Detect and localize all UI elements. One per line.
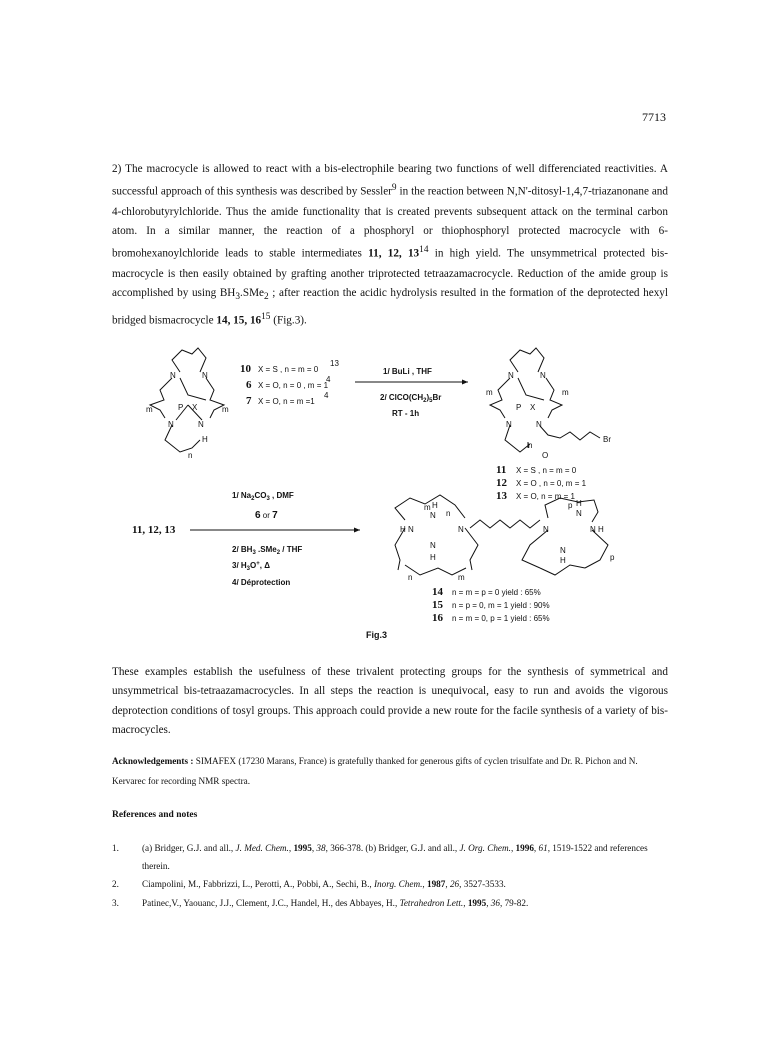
reference-number: 1.: [112, 843, 119, 853]
atom-n: N: [506, 420, 512, 429]
label-m: m: [562, 388, 569, 397]
compound-ref: 7: [272, 510, 278, 521]
ref-text: ,: [533, 843, 539, 853]
subscript: 3: [235, 292, 241, 303]
step-2-time: RT - 1h: [392, 409, 420, 418]
compound-number: 7: [246, 395, 252, 407]
condition-3: [232, 561, 270, 572]
reagent-condition: X = S , n = m = 0: [258, 365, 319, 374]
ref-text: ,: [510, 843, 516, 853]
step-2-sub: 2: [423, 398, 427, 404]
compound-number: 15: [432, 599, 443, 611]
starting-compounds: 11, 12, 13: [132, 524, 176, 536]
macrocycle-intermediate: [490, 348, 600, 452]
reference-item: [112, 895, 672, 913]
condition-2-part: 2/ BH: [232, 545, 253, 554]
atom-o: O: [542, 451, 549, 460]
ref-text: ,: [311, 843, 317, 853]
text: in the reaction between N,N'-ditosyl-1,4,7-triazanonane and 4-chlorobutyrylchloride. Thus the amide functionality that is created prevents subsequent attack on the terminal carbon atom. In a similar manner, the reaction of a phosphoryl or thiophosphoryl protected macrocycle with 6-bromohexanoylchloride leads to stable intermediates: [112, 186, 668, 261]
atom-x: X: [530, 403, 536, 412]
condition-1: [232, 491, 294, 502]
atom-n: N: [430, 511, 436, 520]
acknowledgements: [112, 752, 668, 791]
step-2: [380, 393, 441, 404]
ref-text: ,: [445, 879, 450, 889]
condition-3-part: , Δ: [259, 561, 270, 570]
step-2-part: 2/ ClCO(CH: [380, 393, 424, 402]
atom-h: H: [430, 553, 436, 562]
condition-2: [232, 545, 302, 556]
paragraph-conclusion: These examples establish the usefulness of these trivalent protecting groups for the synthesis of symmetrical and unsymmetrical bis-tetraazamacrocycles. In all steps the reaction is unequivocal, easy to run and avoids the vigorous deprotection conditions of tosyl groups. This approach could provide a new route for the facile synthesis of a variety of bis-macrocycles.: [112, 666, 668, 737]
ack-text: SIMAFEX (17230 Marans, France) is gratefully thanked for generous gifts of cyclen trisulfate and Dr. R. Pichon and N. Kervarec for recording NMR spectra.: [112, 756, 638, 786]
atom-p: P: [516, 403, 522, 412]
condition-1-part: 1/ Na: [232, 491, 252, 500]
references-list: [112, 840, 672, 913]
year: 1995: [467, 897, 487, 908]
condition-2-part: / THF: [280, 545, 303, 554]
condition-1-sub: 3: [266, 496, 270, 502]
journal: Inorg. Chem.: [373, 879, 423, 889]
arrow-head: [462, 380, 468, 385]
text: in high yield. The unsymmetrical protected bis-macrocycle is then easily obtained by grafting another triprotected tetraazamacrocycle. Reduction of the amide group is accomplished by using BH: [112, 248, 668, 299]
compound-number: 13: [496, 490, 507, 502]
label-p: p: [610, 553, 615, 562]
condition-3-part: O: [250, 561, 257, 570]
atom-n: N: [576, 509, 582, 518]
reference-item: [112, 876, 672, 894]
product-yield: n = p = 0, m = 1 yield : 90%: [452, 601, 550, 610]
citation: 13: [330, 359, 339, 368]
journal: Tetrahedron Lett.: [399, 897, 464, 908]
ref-text: ,: [288, 843, 294, 853]
or-text: or: [260, 511, 273, 520]
step-2-br: Br: [432, 393, 442, 402]
label-m: m: [222, 405, 229, 414]
year: 1987: [426, 879, 446, 889]
step-1: 1/ BuLi , THF: [383, 367, 432, 376]
reagent-condition: X = O, n = m =1: [258, 397, 315, 406]
year: 1996: [515, 843, 534, 853]
label-n: n: [188, 451, 193, 460]
label-m: m: [146, 405, 153, 414]
product-condition: X = O, n = m = 1: [516, 492, 575, 501]
step-2-sub: 5: [429, 398, 433, 404]
volume: 26: [449, 879, 460, 889]
ref-text: ,: [486, 897, 491, 908]
condition-3-part: 3/ H: [232, 561, 247, 570]
atom-n: N: [170, 371, 176, 380]
condition-2-part: .SMe: [255, 545, 277, 554]
text: (Fig.3).: [270, 314, 307, 327]
reference-number: 2.: [112, 879, 119, 889]
citation: 15: [261, 311, 271, 322]
compound-numbers: 14, 15, 16: [216, 314, 262, 327]
condition-2-sub: 3: [252, 550, 256, 556]
atom-n: N: [168, 420, 174, 429]
ref-text: ,: [463, 897, 468, 908]
volume: 61: [538, 843, 548, 853]
atom-h: H: [576, 499, 582, 508]
compound-numbers: 11, 12, 13: [368, 248, 420, 261]
atom-x: X: [192, 403, 198, 412]
condition-3-sub: 3: [246, 566, 251, 572]
text: 2) The macrocycle is allowed to react with a bis-electrophile bearing two functions of well differenciated reactivities. A successful approach of this synthesis was described by Sessler: [112, 163, 668, 199]
atom-n: N: [540, 371, 546, 380]
label-p: p: [568, 501, 573, 510]
compound-number: 6: [246, 379, 252, 391]
product-condition: X = O , n = 0, m = 1: [516, 479, 587, 488]
citation: 4: [324, 391, 329, 400]
page-number: 7713: [642, 110, 666, 124]
atom-n: N: [430, 541, 436, 550]
citation: 4: [326, 375, 331, 384]
ref-text: Ciampolini, M., Fabbrizzi, L., Perotti, A., Pobbi, A., Sechi, B.,: [142, 879, 374, 889]
references-heading: References and notes: [112, 810, 198, 820]
reference-number: 3.: [112, 897, 119, 908]
label-m: m: [424, 503, 431, 512]
atom-nh: N H: [590, 525, 604, 534]
atom-h: H: [560, 556, 566, 565]
figure-label: Fig.3: [366, 630, 388, 640]
atom-p: P: [178, 403, 184, 412]
product-yield: n = m = p = 0 yield : 65%: [452, 588, 541, 597]
ref-text: , 366-378. (b) Bridger, G.J. and all.,: [325, 843, 460, 853]
step-2-close: ): [426, 393, 430, 402]
condition-2-sub: 2: [276, 550, 281, 556]
ref-text: , 3527-3533.: [459, 879, 506, 889]
atom-n: N: [560, 546, 566, 555]
compound-ref: 6: [255, 510, 261, 521]
journal: J. Org. Chem.: [459, 843, 511, 853]
atom-n: N: [458, 525, 464, 534]
product-yield: n = m = 0, p = 1 yield : 65%: [452, 614, 550, 623]
volume: 38: [316, 843, 326, 853]
condition-4: 4/ Déprotection: [232, 578, 291, 587]
atom-br: Br: [603, 435, 611, 444]
condition-1-part: CO: [254, 491, 267, 500]
ref-text: (a) Bridger, G.J. and all.,: [142, 843, 236, 853]
ack-label: Acknowledgements :: [112, 756, 194, 766]
condition-1b: [255, 510, 278, 521]
reagent-condition: X = O, n = 0 , m = 1: [258, 381, 329, 390]
label-n: n: [408, 573, 413, 582]
ref-text: , 1519-1522 and references therein.: [142, 843, 648, 871]
compound-number: 10: [240, 363, 251, 375]
citation: 14: [419, 245, 429, 256]
atom-n: N: [202, 371, 208, 380]
label-m: m: [486, 388, 493, 397]
atom-hn: H N: [400, 525, 414, 534]
product-condition: X = S , n = m = 0: [516, 466, 577, 475]
reference-item: [112, 840, 672, 875]
text: .SMe: [240, 286, 264, 299]
compound-number: 16: [432, 612, 443, 624]
volume: 36: [490, 897, 500, 908]
ref-text: , 79-82.: [499, 897, 529, 908]
subscript: 2: [263, 292, 269, 303]
label-m: m: [458, 573, 465, 582]
atom-h: H: [202, 435, 208, 444]
citation: 9: [391, 183, 397, 194]
condition-3-sup: +: [256, 561, 260, 567]
condition-1-part: , DMF: [269, 491, 294, 500]
compound-number: 11: [496, 464, 507, 476]
journal: J. Med. Chem.: [235, 843, 289, 853]
text: ; after reaction the acidic hydrolysis resulted in the formation of the deprotected hexyl bridged bismacrocycle: [112, 286, 668, 327]
ref-text: ,: [422, 879, 427, 889]
atom-n: N: [198, 420, 204, 429]
atom-n: N: [508, 371, 514, 380]
arrow-head: [354, 528, 360, 533]
atom-n: N: [543, 525, 549, 534]
atom-n: N: [536, 420, 542, 429]
compound-number: 14: [432, 586, 443, 598]
atom-h: H: [432, 501, 438, 510]
macrocycle-reactant: [150, 348, 224, 452]
ref-text: Patinec,V., Yaouanc, J.J., Clement, J.C., Handel, H., des Abbayes, H.,: [142, 897, 400, 908]
compound-number: 12: [496, 477, 507, 489]
condition-1-sub: 2: [251, 496, 255, 502]
label-n: n: [528, 441, 533, 450]
label-n: n: [446, 509, 451, 518]
year: 1995: [293, 843, 312, 853]
